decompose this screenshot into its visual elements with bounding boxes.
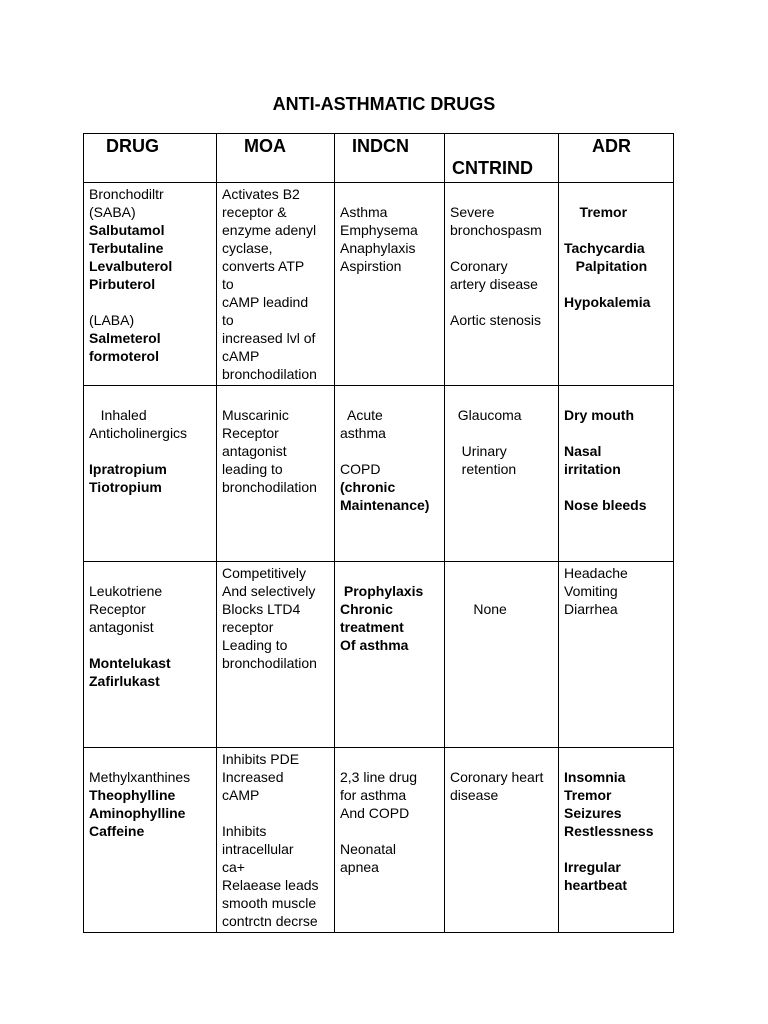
cell-line: receptor & xyxy=(222,204,287,220)
cell-line xyxy=(450,185,553,203)
cell-line xyxy=(564,388,668,406)
cell-indcn xyxy=(335,386,445,562)
cell-line: (chronic xyxy=(340,479,396,495)
cell-drug xyxy=(84,183,217,386)
cell-line: Inhibits PDE xyxy=(222,751,300,767)
cell-line: Restlessness xyxy=(564,823,654,839)
cell-line: Activates B2 xyxy=(222,186,300,202)
cell-line: Aspirstion xyxy=(340,258,402,274)
cell-line: Ipratropium xyxy=(89,461,167,477)
cell-line: contrctn decrse xyxy=(222,913,318,929)
cell-line xyxy=(222,804,329,822)
cell-line: Vomiting xyxy=(564,583,618,599)
cell-line: Hypokalemia xyxy=(564,294,651,310)
cell-line: Prophylaxis xyxy=(340,583,424,599)
cell-line: Caffeine xyxy=(89,823,145,839)
cell-line: Zafirlukast xyxy=(89,673,160,689)
cell-adr xyxy=(559,183,674,386)
cell-line xyxy=(450,582,553,600)
cell-line: None xyxy=(450,601,507,617)
cell-line: Headache xyxy=(564,565,628,581)
cell-line: (LABA) xyxy=(89,312,135,328)
cell-line xyxy=(450,388,553,406)
cell-line: Tiotropium xyxy=(89,479,162,495)
header-moa: MOA xyxy=(217,134,335,183)
cell-cntrind xyxy=(445,748,559,933)
table-row xyxy=(84,386,674,562)
cell-line: Aminophylline xyxy=(89,805,186,821)
cell-line xyxy=(340,185,439,203)
cell-line: Montelukast xyxy=(89,655,171,671)
table-row xyxy=(84,748,674,933)
cell-line: antagonist xyxy=(89,619,154,635)
cell-line: Of asthma xyxy=(340,637,409,653)
cell-line: antagonist xyxy=(222,443,287,459)
cell-cntrind xyxy=(445,386,559,562)
header-adr: ADR xyxy=(559,134,674,183)
cell-line xyxy=(89,442,211,460)
cell-line xyxy=(564,275,668,293)
cell-line xyxy=(340,822,439,840)
cell-indcn xyxy=(335,748,445,933)
cell-line xyxy=(564,478,668,496)
cell-line xyxy=(450,564,553,582)
cell-line: receptor xyxy=(222,619,274,635)
cell-line: heartbeat xyxy=(564,877,628,893)
cell-line: asthma xyxy=(340,425,386,441)
cell-line: cAMP xyxy=(222,787,260,803)
cell-line xyxy=(564,221,668,239)
cell-line: irritation xyxy=(564,461,621,477)
drug-table xyxy=(83,133,674,933)
cell-line: Salbutamol xyxy=(89,222,165,238)
cell-line: Tremor xyxy=(564,204,628,220)
cell-line: Levalbuterol xyxy=(89,258,173,274)
cell-line: intracellular xyxy=(222,841,294,857)
cell-line: Asthma xyxy=(340,204,388,220)
cell-line: Relaease leads xyxy=(222,877,319,893)
cell-line: bronchodilation xyxy=(222,366,317,382)
cell-line: to xyxy=(222,312,234,328)
cell-line xyxy=(89,564,211,582)
cell-line xyxy=(89,636,211,654)
cell-line: for asthma xyxy=(340,787,407,803)
cell-line xyxy=(564,185,668,203)
header-indcn: INDCN xyxy=(335,134,445,183)
cell-line xyxy=(340,442,439,460)
header-drug: DRUG xyxy=(84,134,217,183)
cell-line: Receptor xyxy=(89,601,146,617)
cell-line: to xyxy=(222,276,234,292)
cell-line: Inhaled xyxy=(89,407,147,423)
cell-drug xyxy=(84,562,217,748)
cell-line: cyclase, xyxy=(222,240,273,256)
cell-adr xyxy=(559,748,674,933)
cell-line: enzyme adenyl xyxy=(222,222,317,238)
cell-line xyxy=(340,388,439,406)
cell-moa xyxy=(217,748,335,933)
cell-line: Inhibits xyxy=(222,823,267,839)
cell-indcn xyxy=(335,183,445,386)
cell-line: And COPD xyxy=(340,805,410,821)
cell-line: Dry mouth xyxy=(564,407,634,423)
cell-line: Emphysema xyxy=(340,222,418,238)
cell-line: Aortic stenosis xyxy=(450,312,542,328)
cell-line xyxy=(450,293,553,311)
cell-line: Anticholinergics xyxy=(89,425,188,441)
cell-line: bronchodilation xyxy=(222,655,317,671)
cell-line: Severe xyxy=(450,204,495,220)
cell-line: Coronary xyxy=(450,258,508,274)
cell-line: Leukotriene xyxy=(89,583,163,599)
cell-line xyxy=(564,424,668,442)
cell-line: Irregular xyxy=(564,859,621,875)
cell-line: Chronic xyxy=(340,601,393,617)
cell-line xyxy=(450,424,553,442)
cell-drug xyxy=(84,748,217,933)
cell-line: Bronchodiltr xyxy=(89,186,164,202)
cell-moa xyxy=(217,183,335,386)
cell-line xyxy=(89,388,211,406)
table-row xyxy=(84,183,674,386)
cell-line: bronchodilation xyxy=(222,479,317,495)
cell-line xyxy=(222,388,329,406)
cell-line: Tremor xyxy=(564,787,612,803)
page-title: ANTI-ASTHMATIC DRUGS xyxy=(272,94,496,114)
cell-line xyxy=(89,750,211,768)
cell-line xyxy=(450,750,553,768)
cell-line: Pirbuterol xyxy=(89,276,156,292)
cell-moa xyxy=(217,562,335,748)
cell-adr xyxy=(559,386,674,562)
cell-line: leading to xyxy=(222,461,283,477)
cell-line: Muscarinic xyxy=(222,407,289,423)
cell-line: And selectively xyxy=(222,583,316,599)
table-row xyxy=(84,562,674,748)
cell-line: Terbutaline xyxy=(89,240,164,256)
cell-line: apnea xyxy=(340,859,379,875)
cell-line: Methylxanthines xyxy=(89,769,191,785)
cell-line: Acute xyxy=(340,407,383,423)
cell-line: Palpitation xyxy=(564,258,648,274)
cell-line xyxy=(340,564,439,582)
cell-line: Leading to xyxy=(222,637,288,653)
cell-line: Increased xyxy=(222,769,284,785)
header-row xyxy=(84,134,674,183)
cell-line: cAMP leadind xyxy=(222,294,309,310)
cell-line: Coronary heart xyxy=(450,769,544,785)
cell-line: Urinary xyxy=(450,443,507,459)
cell-line: disease xyxy=(450,787,499,803)
cell-line: ca+ xyxy=(222,859,245,875)
cell-cntrind xyxy=(445,562,559,748)
cell-line: Receptor xyxy=(222,425,279,441)
cell-line: Theophylline xyxy=(89,787,176,803)
cell-line: Diarrhea xyxy=(564,601,618,617)
cell-line: Maintenance) xyxy=(340,497,430,513)
cell-line: Nasal xyxy=(564,443,602,459)
cell-line: smooth muscle xyxy=(222,895,317,911)
cell-line: Blocks LTD4 xyxy=(222,601,301,617)
cell-line xyxy=(564,750,668,768)
cell-line: Nose bleeds xyxy=(564,497,647,513)
cell-line: (SABA) xyxy=(89,204,136,220)
cell-line: cAMP xyxy=(222,348,260,364)
cell-line: treatment xyxy=(340,619,404,635)
cell-cntrind xyxy=(445,183,559,386)
cell-indcn xyxy=(335,562,445,748)
cell-line: bronchospasm xyxy=(450,222,542,238)
cell-line: Anaphylaxis xyxy=(340,240,416,256)
cell-adr xyxy=(559,562,674,748)
cell-line: Competitively xyxy=(222,565,307,581)
cell-line: Seizures xyxy=(564,805,622,821)
cell-line: Tachycardia xyxy=(564,240,645,256)
cell-line: increased lvl of xyxy=(222,330,316,346)
cell-drug xyxy=(84,386,217,562)
cell-line: Salmeterol xyxy=(89,330,161,346)
header-cntrind: CNTRIND xyxy=(445,134,559,183)
cell-line: 2,3 line drug xyxy=(340,769,418,785)
cell-line: Glaucoma xyxy=(450,407,522,423)
cell-line xyxy=(89,293,211,311)
cell-line: retention xyxy=(450,461,517,477)
cell-line: converts ATP xyxy=(222,258,305,274)
cell-line: Insomnia xyxy=(564,769,626,785)
cell-moa xyxy=(217,386,335,562)
cell-line: formoterol xyxy=(89,348,159,364)
cell-line: artery disease xyxy=(450,276,538,292)
cell-line: COPD xyxy=(340,461,381,477)
cell-line: Neonatal xyxy=(340,841,397,857)
cell-line xyxy=(340,750,439,768)
cell-line xyxy=(564,840,668,858)
cell-line xyxy=(450,239,553,257)
